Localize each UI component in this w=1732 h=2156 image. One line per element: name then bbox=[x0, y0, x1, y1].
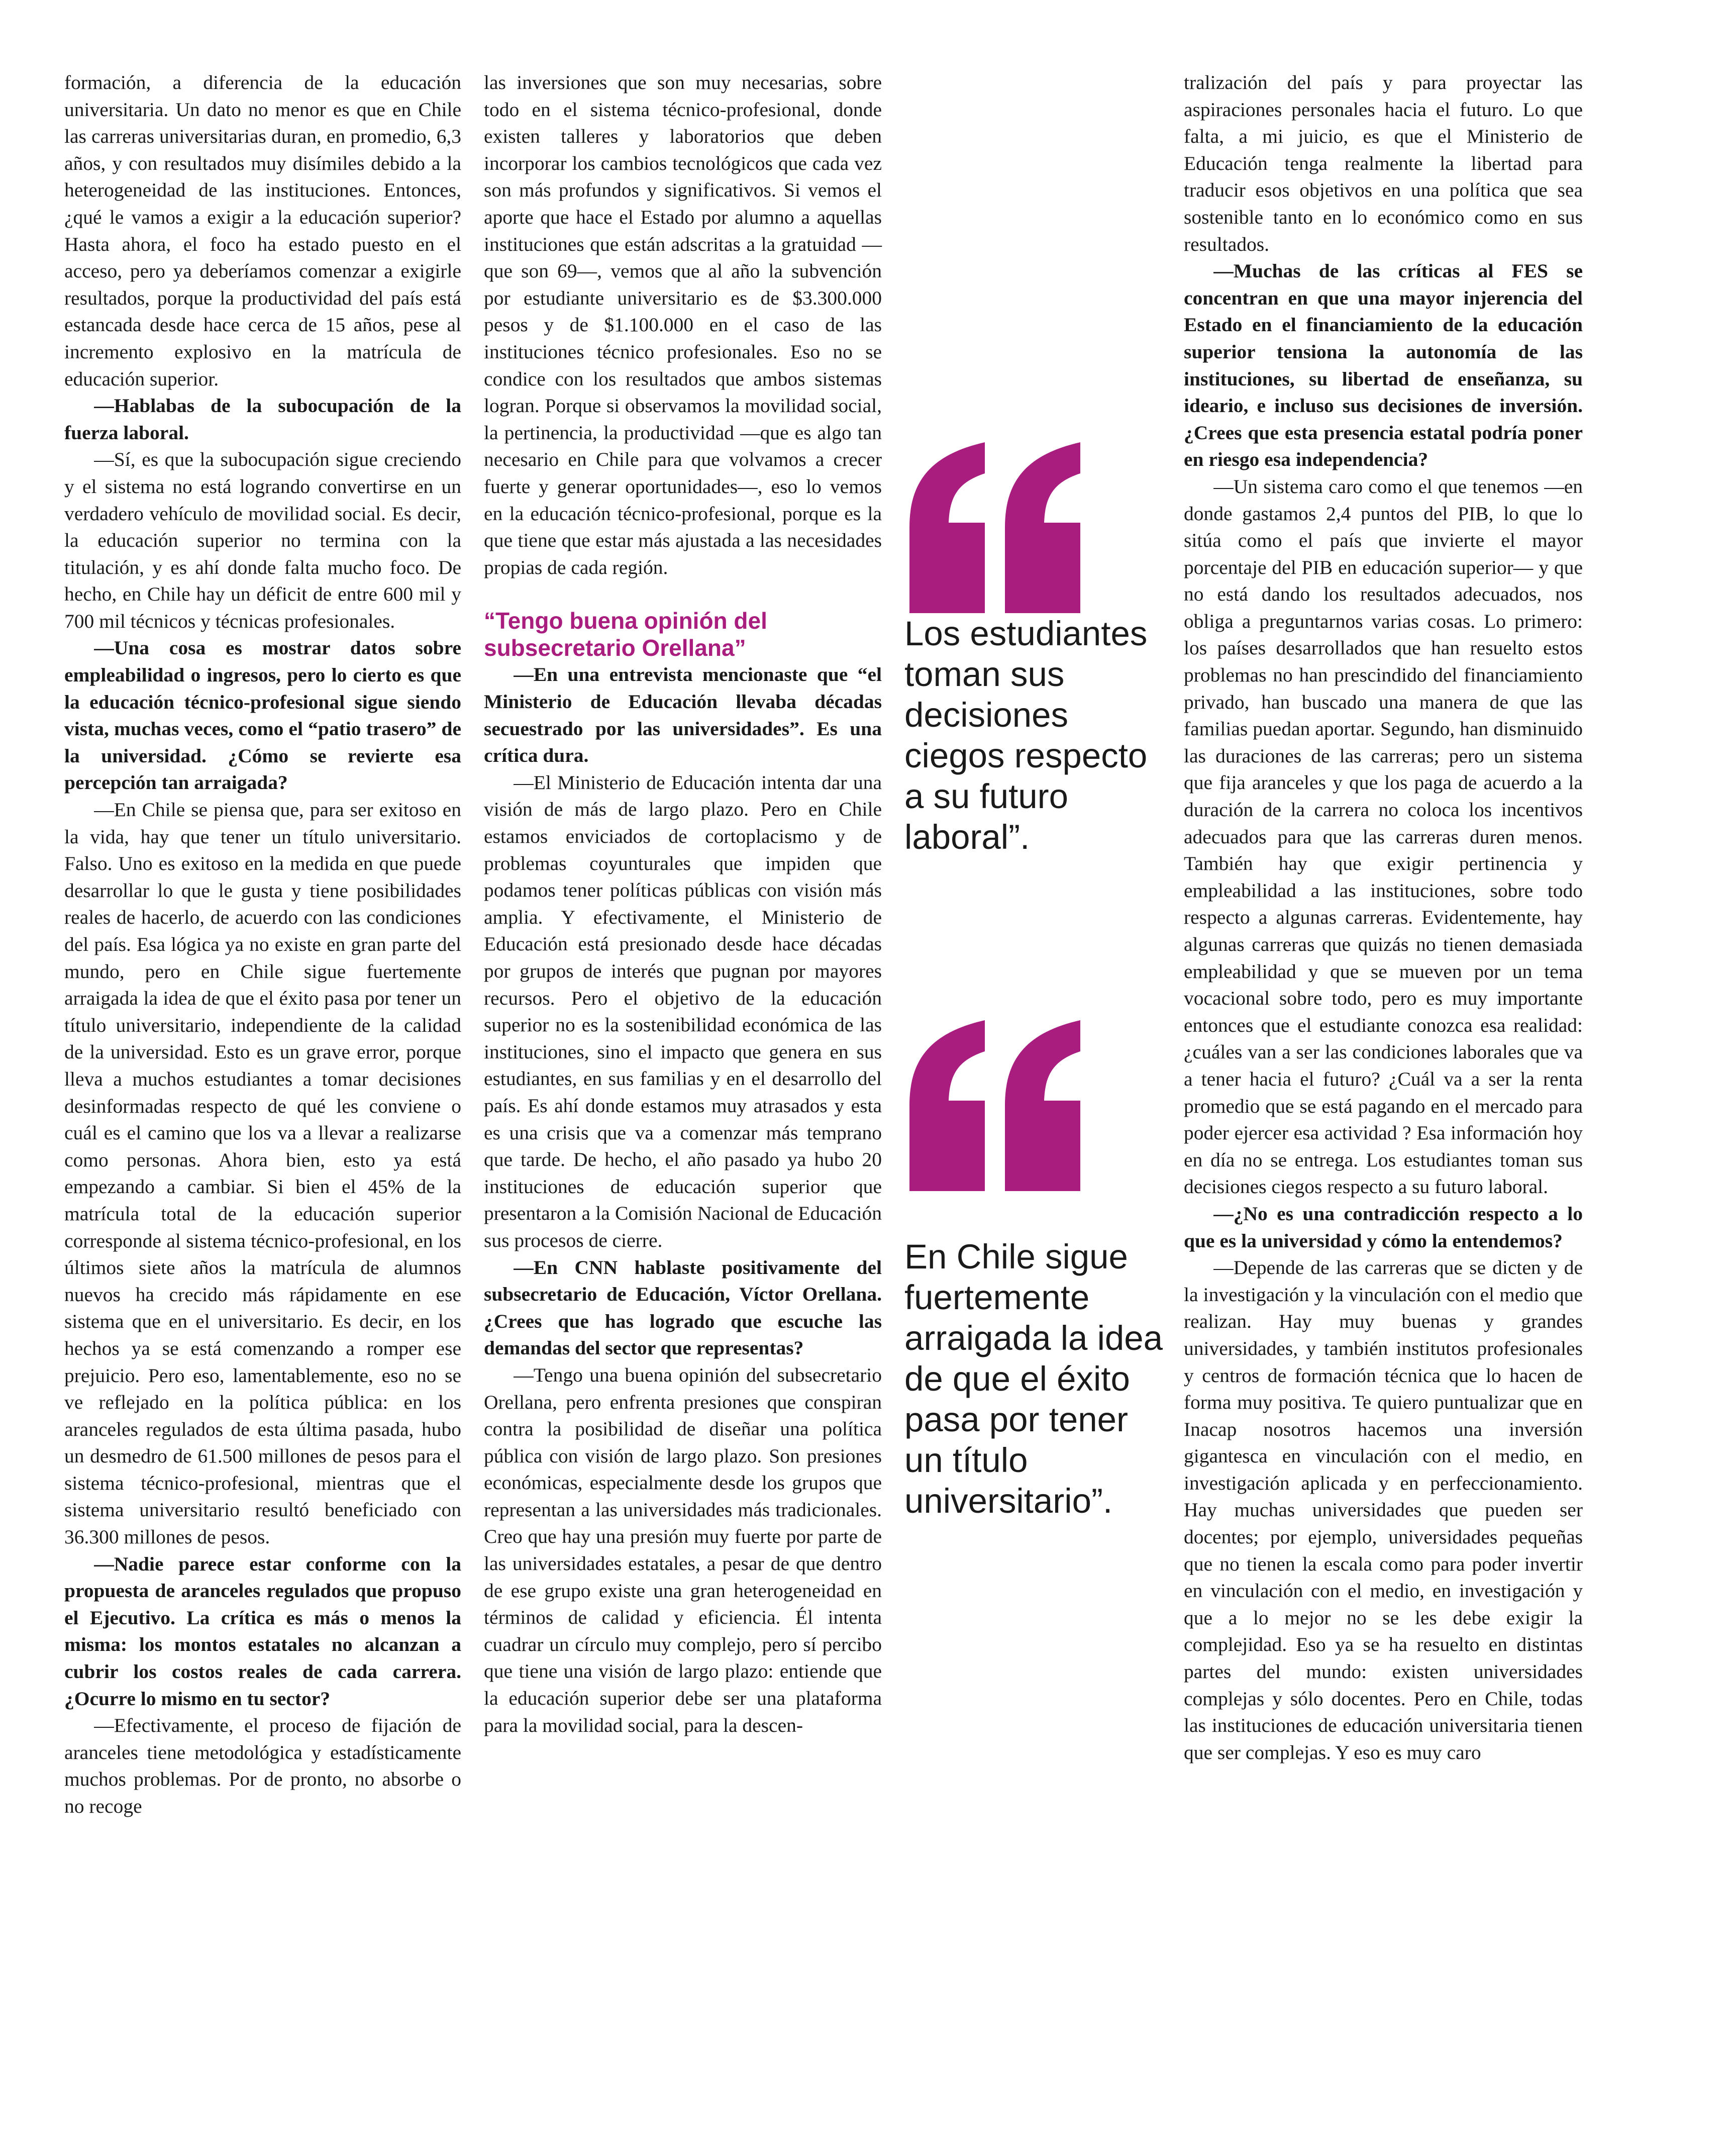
article-column-1 bbox=[64, 69, 461, 1820]
article-column-2 bbox=[484, 69, 882, 1739]
paragraph: formación, a diferencia de la educación universitaria. Un dato no menor es que en Chile las carreras universitarias duran, en promedio, 6,3 años, y con resultados muy disímiles debido a la heterogeneidad de las instituciones. Entonces, ¿qué le vamos a exigir a la educación superior? Hasta ahora, el foco ha estado puesto en el acceso, pero ya deberíamos comenzar a exigirle resultados, porque la productividad del país está estancada desde hace cerca de 15 años, pese al incremento explosivo en la matrícula de educación superior. bbox=[64, 71, 461, 390]
pull-quote-text: Los estudiantes toman sus decisiones ciegos respecto a su futuro laboral”. bbox=[904, 614, 1148, 856]
interview-question: —En una entrevista mencionaste que “el Ministerio de Educación llevaba décadas secuestrado por las universidades”. Es una crítica dura. bbox=[484, 663, 882, 767]
interview-answer: —Sí, es que la subocupación sigue creciendo y el sistema no está logrando convertirse en un verdadero vehículo de movilidad social. Es decir, la educación superior no termina con la titulación, y es ahí donde falta mucho foco. De hecho, en Chile hay un déficit de entre 600 mil y 700 mil técnicos y técnicas profesionales. bbox=[64, 448, 461, 632]
interview-answer: —En Chile se piensa que, para ser exitoso en la vida, hay que tener un título universitario. Falso. Uno es exitoso en la medida en que puede desarrollar lo que le gusta y tiene posibilidades reales de hacerlo, de acuerdo con las condiciones del país. Esa lógica ya no existe en gran parte del mundo, pero en Chile sigue fuertemente arraigada la idea de que el éxito pasa por tener un título universitario, independiente de la calidad de la universidad. Esto es un grave error, porque lleva a muchos estudiantes a tomar decisiones desinformadas respecto de qué les conviene o cuál es el camino que los va a llevar a realizarse como personas. Ahora bien, esto ya está empezando a cambiar. Si bien el 45% de la matrícula total de la educación superior corresponde al sistema técnico-profesional, en los últimos siete años la matrícula de alumnos nuevos ha crecido más rápidamente en ese sistema que en el universitario. Es decir, en los hechos ya se está comenzando a romper ese prejuicio. Pero eso, lamentablemente, eso no se ve reflejado en la política pública: en los aranceles regulados de esta última pasada, hubo un desmedro de 61.500 millones de pesos para el sistema técnico-profesional, mientras que el sistema universitario resultó beneficiado con 36.300 millones de pesos. bbox=[64, 799, 461, 1548]
interview-question: —En CNN hablaste positivamente del subsecretario de Educación, Víctor Orellana. ¿Crees que has logrado que escuche las demandas del sector que representas? bbox=[484, 1256, 882, 1359]
pull-quote-2 bbox=[904, 1020, 1171, 1521]
interview-question: —¿No es una contradicción respecto a lo que es la universidad y cómo la entendemos? bbox=[1184, 1202, 1583, 1252]
quotation-marks-icon bbox=[904, 1020, 1085, 1191]
paragraph: las inversiones que son muy necesarias, sobre todo en el sistema técnico-profesional, donde existen talleres y laboratorios que deben incorporar los cambios tecnológicos que cada vez son más profundos y significativos. Si vemos el aporte que hace el Estado por alumno a aquellas instituciones que están adscritas a la gratuidad —que son 69—, vemos que al año la subvención por estudiante universitario es de $3.300.000 pesos y de $1.100.000 en el caso de las instituciones técnico profesionales. Eso no se condice con los resultados que ambos sistemas logran. Porque si observamos la movilidad social, la pertinencia, la productividad —que es algo tan necesario en Chile para que volvamos a crecer fuerte y generar oportunidades—, eso lo vemos en la educación técnico-profesional, porque es la que tiene que estar más ajustada a las necesidades propias de cada región. bbox=[484, 71, 882, 578]
interview-answer: —Un sistema caro como el que tenemos —en donde gastamos 2,4 puntos del PIB, lo que lo sitúa como el país que invierte el mayor porcentaje del PIB en educación superior— y que no está dando los resultados adecuados, nos obliga a preguntarnos varias cosas. Lo primero: los países desarrollados que han resuelto estos problemas no han prescindido del financiamiento privado, han buscado una manera de que las familias puedan aportar. Segundo, han disminuido las duraciones de las carreras; pero un sistema que fija aranceles y que los paga de acuerdo a la duración de la carrera no coloca los incentivos adecuados para que las carreras duren menos. También hay que exigir pertinencia y empleabilidad a las instituciones, sobre todo respecto a algunas carreras. Evidentemente, hay algunas carreras que quizás no tienen demasiada empleabilidad y que se mueven por un tema vocacional sobre todo, pero es muy importante entonces que el estudiante conozca esa realidad: ¿cuáles van a ser las condiciones laborales que va a tener hacia el futuro? ¿Cuál va a ser la renta promedio que se está pagando en el mercado para poder ejercer esa actividad ? Esa información hoy en día no se entrega. Los estudiantes toman sus decisiones ciegos respecto a su futuro laboral. bbox=[1184, 475, 1583, 1198]
interview-question: —Una cosa es mostrar datos sobre empleabilidad o ingresos, pero lo cierto es que la educación técnico-profesional sigue siendo vista, muchas veces, como el “patio trasero” de la universidad. ¿Cómo se revierte esa percepción tan arraigada? bbox=[64, 637, 461, 794]
pull-quote-text: En Chile sigue fuertemente arraigada la idea de que el éxito pasa por tener un título universitario”. bbox=[904, 1237, 1163, 1520]
paragraph: tralización del país y para proyectar las aspiraciones personales hacia el futuro. Lo que falta, a mi juicio, es que el Ministerio de Educación tenga realmente la libertad para traducir esos objetivos en una política que sea sostenible tanto en lo económico como en sus resultados. bbox=[1184, 71, 1583, 255]
interview-answer: —Depende de las carreras que se dicten y de la investigación y la vinculación con el medio que realizan. Hay muy buenas y grandes universidades, y también institutos profesionales y centros de formación técnica que lo hacen de forma muy positiva. Te quiero puntualizar que en Inacap nosotros hacemos una inversión gigantesca en vinculación con el medio, en investigación aplicada y en perfeccionamiento. Hay muchas universidades que pueden ser docentes; por ejemplo, universidades pequeñas que no tienen la escala como para poder invertir en vinculación con el medio, en investigación y que a lo mejor no se les debe exigir la complejidad. Eso ya se ha resuelto en distintas partes del mundo: existen universidades complejas y sólo docentes. Pero en Chile, todas las instituciones de educación universitaria tienen que ser complejas. Y eso es muy caro bbox=[1184, 1256, 1583, 1763]
interview-answer: —Efectivamente, el proceso de fijación de aranceles tiene metodológica y estadísticamente muchos problemas. Por de pronto, no absorbe o no recoge bbox=[64, 1714, 461, 1817]
interview-answer: —El Ministerio de Educación intenta dar una visión de más de largo plazo. Pero en Chile estamos enviciados de cortoplacismo y de problemas coyunturales que impiden que podamos tener políticas públicas con visión más amplia. Y efectivamente, el Ministerio de Educación está presionado desde hace décadas por grupos de interés que pugnan por mayores recursos. Pero el objetivo de la educación superior no es la sostenibilidad económica de las instituciones, sino el impacto que genera en sus estudiantes, en sus familias y en el desarrollo del país. Es ahí donde estamos muy atrasados y esta es una crisis que va a comenzar más temprano que tarde. De hecho, el año pasado ya hubo 20 instituciones de educación superior que presentaron a la Comisión Nacional de Educación sus procesos de cierre. bbox=[484, 771, 882, 1251]
interview-question: —Hablabas de la subocupación de la fuerza laboral. bbox=[64, 395, 461, 444]
interview-question: —Muchas de las críticas al FES se concentran en que una mayor injerencia del Estado en el financiamiento de la educación superior tensiona la autonomía de las instituciones, su libertad de enseñanza, su ideario, e incluso sus decisiones de inversión. ¿Crees que esta presencia estatal podría poner en riesgo esa independencia? bbox=[1184, 260, 1583, 471]
section-heading: “Tengo buena opinión del subsecretario Orellana” bbox=[484, 608, 767, 661]
interview-answer: —Tengo una buena opinión del subsecretario Orellana, pero enfrenta presiones que conspiran contra la posibilidad de diseñar una política pública con visión de largo plazo. Son presiones económicas, especialmente desde los grupos que representan a las universidades más tradicionales. Creo que hay una presión muy fuerte por parte de las universidades estatales, a pesar de que dentro de ese grupo existe una gran heterogeneidad en términos de calidad y eficiencia. Él intenta cuadrar un círculo muy complejo, pero sí percibo que tiene una visión de largo plazo: entiende que la educación superior debe ser una plataforma para la movilidad social, para la descen- bbox=[484, 1363, 882, 1736]
pull-quote-1 bbox=[904, 442, 1171, 857]
quotation-marks-icon bbox=[904, 442, 1085, 613]
interview-question: —Nadie parece estar conforme con la propuesta de aranceles regulados que propuso el Ejecutivo. La crítica es más o menos la misma: los montos estatales no alcanzan a cubrir los costos reales de cada carrera. ¿Ocurre lo mismo en tu sector? bbox=[64, 1552, 461, 1710]
article-column-3 bbox=[1184, 69, 1583, 1766]
